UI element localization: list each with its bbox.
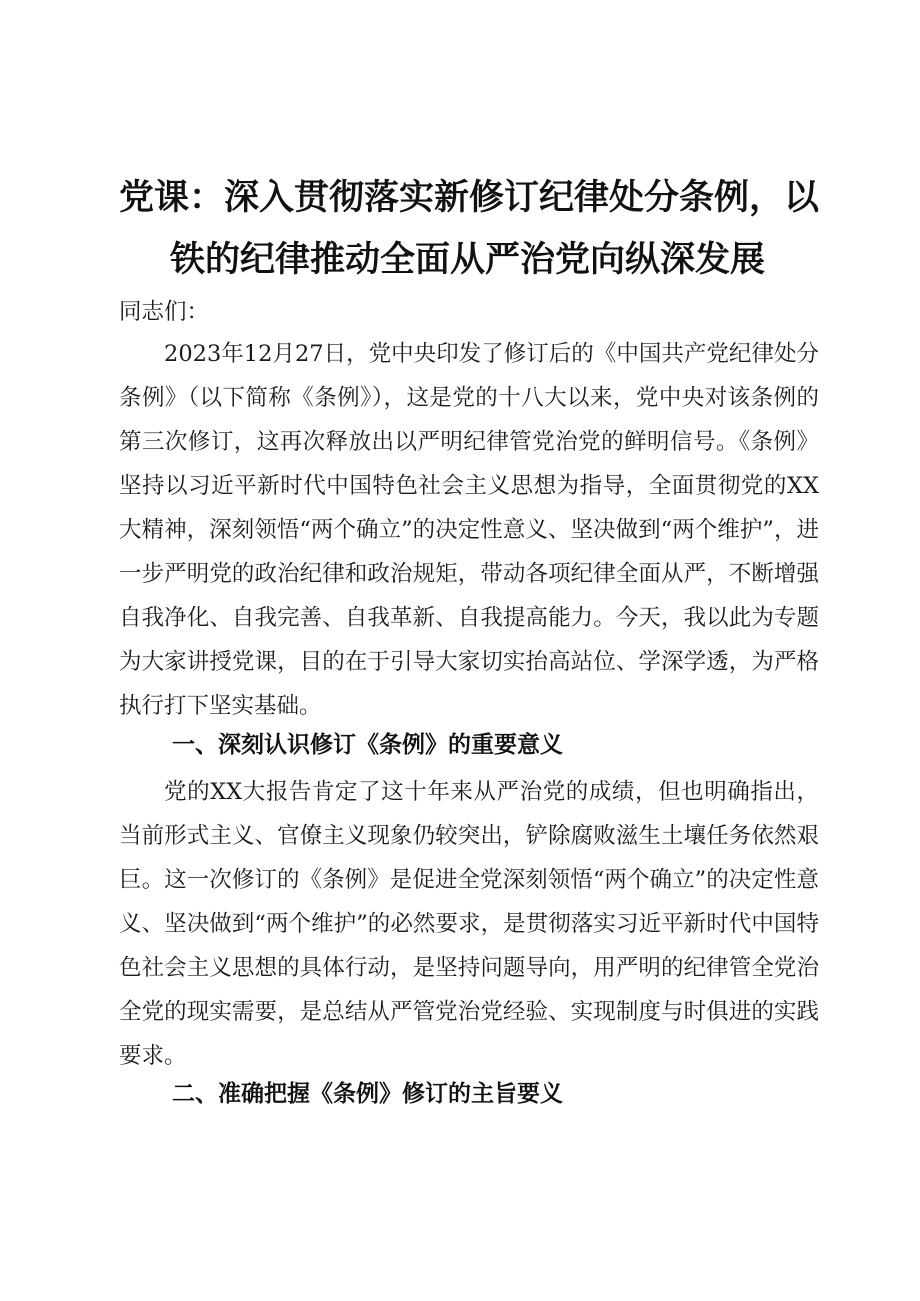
- document-title-line-2: 铁的纪律推动全面从严治党向纵深发展: [170, 240, 766, 280]
- paragraph-section-1: 党的XX大报告肯定了这十年来从严治党的成绩，但也明确指出，当前形式主义、官僚主义现象仍较突出，铲除腐败滋生土壤任务依然艰巨。这一次修订的《条例》是促进全党深刻领悟“两个确立”的决定性意义、坚决做到“两个维护”的必然要求，是贯彻落实习近平新时代中国特色社会主义思想的具体行动，是坚持问题导向，用严明的纪律管全党治全党的现实需要，是总结从严管党治党经验、实现制度与时俱进的实践要求。: [119, 779, 819, 1069]
- paragraph-intro: 2023年12月27日，党中央印发了修订后的《中国共产党纪律处分条例》（以下简称《条例》），这是党的十八大以来，党中央对该条例的第三次修订，这再次释放出以严明纪律管党治党的鲜明信号。《条例》坚持以习近平新时代中国特色社会主义思想为指导，全面贯彻党的XX大精神，深刻领悟“两个确立”的决定性意义、坚决做到“两个维护”，进一步严明党的政治纪律和政治规矩，带动各项纪律全面从严，不断增强自我净化、自我完善、自我革新、自我提高能力。今天，我以此为专题为大家讲授党课，目的在于引导大家切实抬高站位、学深学透，为严格执行打下坚实基础。: [119, 341, 819, 719]
- greeting: 同志们：: [119, 299, 210, 325]
- section-heading-2: 二、准确把握《条例》修订的主旨要义: [172, 1081, 563, 1107]
- section-heading-1: 一、深刻认识修订《条例》的重要意义: [172, 732, 563, 758]
- document-title-line-1: 党课：深入贯彻落实新修订纪律处分条例，以: [119, 178, 820, 218]
